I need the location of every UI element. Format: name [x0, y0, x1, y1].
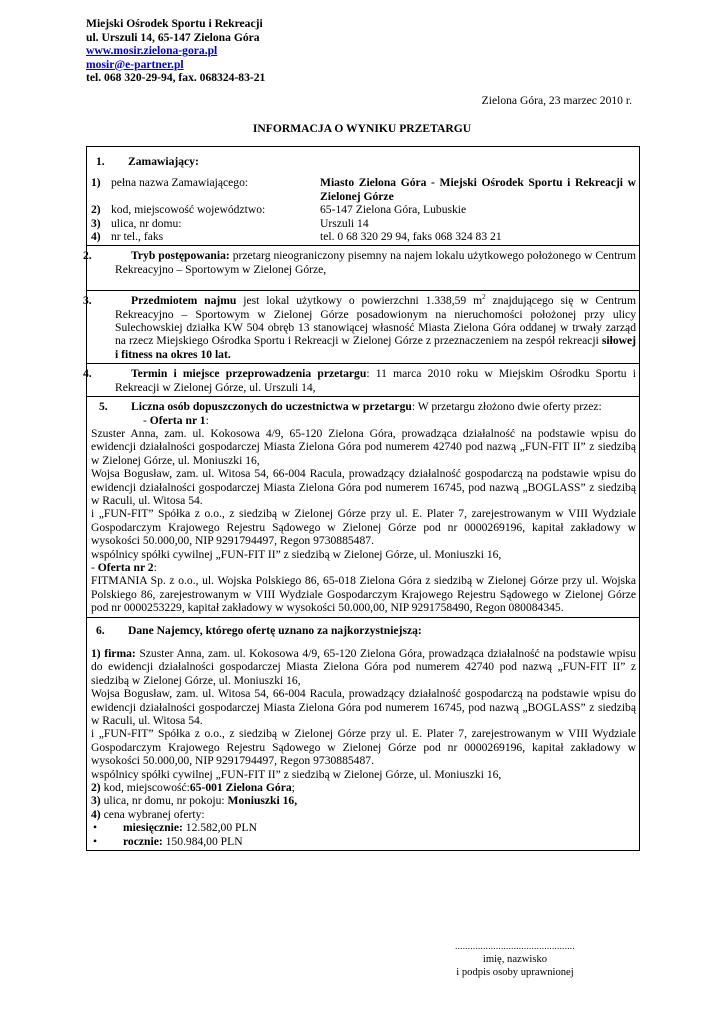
field-value: tel. 0 68 320 29 94, faks 068 324 83 21 — [320, 230, 502, 244]
email-link[interactable]: mosir@e-partner.pl — [86, 57, 184, 71]
section-6-heading: Dane Najemcy, którego ofertę uznano za najkorzystniejszą: — [128, 623, 422, 637]
price-monthly: • miesięcznie: 12.582,00 PLN — [93, 821, 257, 835]
section-6 — [87, 617, 640, 851]
signature-caption-1: imię, nazwisko — [482, 954, 548, 965]
offer-1-party: Szuster Anna, zam. ul. Kokosowa 4/9, 65-120 Zielona Góra, prowadząca działalność na podstawie wpisu do ewidencji działalności gospodarczej Miasta Zielona Góra pod numerem 42740 pod nazwą „FUN-FIT II” z siedzibą w Zielonej Górze, ul. Moniuszki 16, — [91, 426, 636, 467]
section-6-number: 6. — [96, 623, 105, 637]
website-link[interactable]: www.mosir.zielona-gora.pl — [86, 44, 218, 58]
section-3-label: Przedmiotem najmu — [131, 294, 237, 308]
offer-2-heading: - Oferta nr 2: — [91, 560, 157, 574]
section-4: 4. Termin i miejsce przeprowadzenia przetargu: 11 marca 2010 roku w Miejskim Ośrodku Sportu i Rekreacji w Zielonej Górze, ul. Urszuli 14, — [87, 364, 640, 397]
field-value: Miasto Zielona Góra - Miejski Ośrodek Sportu i Rekreacji w Zielonej Górze — [320, 176, 636, 203]
section-2-text: przetarg nieograniczony pisemny na najem lokalu użytkowego położonego w Centrum Rekreacyjno – Sportowym w Zielonej Górze, — [115, 249, 636, 276]
offer-2-party: FITMANIA Sp. z o.o., ul. Wojska Polskiego 86, 65-018 Zielona Góra z siedzibą w Zielonej Górze przy ul. Wojska Polskiego 86, zarejestrowanym w VIII Wydziale Gospodarczym Krajowego Rejestru Sądowego w Zielonej Górze pod nr 0000253229, kapitał zakładowy w wysokości 50.000,00, NIP 9291758490, Regon 080084345. — [91, 574, 636, 615]
bullet-icon: • — [93, 834, 98, 848]
section-4-label: Termin i miejsce przeprowadzenia przetargu — [131, 367, 367, 381]
winner-party: i „FUN-FIT” Spółka z o.o., z siedzibą w Zielonej Górze przy ul. E. Plater 7, zarejestrowanym w VIII Wydziale Gospodarczym Krajowego Rejestru Sądowego w Zielonej Górze pod nr 0000269196, kapitał zakładowy w wysokości 50.000,00, NIP 9291794497, Regon 9730885487. — [91, 727, 636, 768]
bullet-icon: • — [93, 821, 98, 835]
field-value: 65-147 Zielona Góra, Lubuskie — [320, 203, 467, 217]
section-5-number: 5. — [99, 400, 108, 414]
field-row: 4) nr tel., faks tel. 0 68 320 29 94, faks 068 324 83 21 — [91, 230, 636, 243]
org-address: ul. Urszuli 14, 65-147 Zielona Góra — [86, 30, 260, 44]
section-5: 5. Liczna osób dopuszczonych do uczestnictwa w przetargu: W przetargu złożono dwie oferty przez: - Oferta nr 1: Szuster Anna, zam. ul. Kokosowa 4/9, 65-120 Zielona Góra, prowadząca działalność na podstawie wpisu do ewidencji działalności gospodarczej Miasta Zielona Góra pod numerem 42740 pod nazwą „FUN-FIT II” z siedzibą w Zielonej Górze, ul. Moniuszki 16, Wojsa Bogusław, zam. ul. Witosa 54, 66-004 Racula, prowadzący działalność gospodarczą na podstawie wpisu do ewidencji działalności gospodarczej Miasta Zielona Góra pod numerem 16745, pod nazwą „BOGLASS” z siedzibą w Raculi, ul. Witosa 54. i „FUN-FIT” Spółka z o.o., z siedzibą w Zielonej Górze przy ul. E. Plater 7, zarejestrowanym w VIII Wydziale Gospodarczym Krajowego Rejestru Sądowego w Zielonej Górze pod nr 0000269196, kapitał zakładowy w wysokości 50.000,00, NIP 9291794497, Regon 9730885487. wspólnicy spółki cywilnej „FUN-FIT II” z siedzibą w Zielonej Górze, ul. Moniuszki 16, - Oferta nr 2: FITMANIA Sp. z o.o., ul. Wojska Polskiego 86, 65-018 Zielona Góra z siedzibą w Zielonej Górze przy ul. Wojska Polskiego 86, zarejestrowanym w VIII Wydziale Gospodarczym Krajowego Rejestru Sądowego w Zielonej Górze pod nr 0000253229, kapitał zakładowy w wysokości 50.000,00, NIP 9291758490, Regon 080084345. — [87, 397, 640, 618]
field-row: 3) ulica, nr domu: Urszuli 14 — [91, 217, 636, 230]
section-3-number: 3. — [83, 294, 92, 308]
winner-note: wspólnicy spółki cywilnej „FUN-FIT II” z siedzibą w Zielonej Górze, ul. Moniuszki 16, — [91, 767, 502, 781]
field-label: kod, miejscowość województwo: — [111, 203, 266, 217]
field-label: ulica, nr domu: — [111, 216, 182, 230]
field-value: Urszuli 14 — [320, 216, 369, 230]
section-4-number: 4. — [83, 367, 92, 381]
winner-postcode: 2) kod, miejscowość:65-001 Zielona Góra; — [91, 781, 295, 795]
winner-street: 3) ulica, nr domu, nr pokoju: Moniuszki 16, — [91, 794, 298, 808]
offer-1-heading: - Oferta nr 1: — [143, 413, 209, 427]
section-1-number: 1. — [96, 155, 105, 168]
section-2 — [87, 246, 640, 291]
offer-1-party: Wojsa Bogusław, zam. ul. Witosa 54, 66-004 Racula, prowadzący działalność gospodarczą na podstawie wpisu do ewidencji działalności gospodarczej Miasta Zielona Góra pod numerem 16745, pod nazwą „BOGLASS” z siedzibą w Raculi, ul. Witosa 54. — [91, 467, 636, 507]
field-label: nr tel., faks — [111, 230, 164, 244]
section-2-number: 2. — [83, 249, 92, 263]
section-1-heading: Zamawiający: — [128, 155, 199, 168]
offer-1-party: i „FUN-FIT” Spółka z o.o., z siedzibą w Zielonej Górze przy ul. E. Plater 7, zarejestrowanym w VIII Wydziale Gospodarczym Krajowego Rejestru Sądowego w Zielonej Górze pod nr 0000269196, kapitał zakładowy w wysokości 50.000,00, NIP 9291794497, Regon 9730885487. — [91, 507, 636, 548]
field-row: 2) kod, miejscowość województwo: 65-147 Zielona Góra, Lubuskie — [91, 203, 636, 216]
signature-block — [440, 940, 590, 979]
price-yearly: • rocznie: 150.984,00 PLN — [93, 834, 243, 848]
document-date: Zielona Góra, 23 marzec 2010 r. — [481, 94, 632, 107]
winner-party: Wojsa Bogusław, zam. ul. Witosa 54, 66-004 Racula, prowadzący działalność gospodarczą na podstawie wpisu do ewidencji działalności gospodarczej Miasta Zielona Góra pod numerem 16745, pod nazwą „BOGLASS” z siedzibą w Raculi, ul. Witosa 54. — [91, 687, 636, 728]
tender-info-table — [83, 146, 640, 851]
field-row: 1) pełna nazwa Zamawiającego: Miasto Zielona Góra - Miejski Ośrodek Sportu i Rekreacji w Zielonej Górze — [91, 176, 636, 203]
winner-firma: 1) firma: Szuster Anna, zam. ul. Kokosowa 4/9, 65-120 Zielona Góra, prowadząca działalność na podstawie wpisu do ewidencji działalności gospodarczej Miasta Zielona Góra pod numerem 42740 pod nazwą „FUN-FIT II” z siedzibą w Zielonej Górze, ul. Moniuszki 16, — [91, 647, 636, 687]
section-1 — [87, 147, 640, 246]
section-3: 3. Przedmiotem najmu jest lokal użytkowy o powierzchni 1.338,59 $m^2$ znajdującego się w Centrum Rekreacyjno – Sportowym w Zielonej Górze posadowionym na nieruchomości położonej przy ulicy Sulechowskiej działka KW 504 obręb 13 stanowiącej własność Miasta Zielona Góra oddanej w trwały zarząd na rzecz Miejskiego Ośrodka Sportu i Rekreacji w Zielonej Górze z przeznaczeniem na zespół rekreacji siłowej i fitness na okres 10 lat. — [87, 291, 640, 364]
document-title: INFORMACJA O WYNIKU PRZETARGU — [252, 122, 472, 135]
offer-1-note: wspólnicy spółki cywilnej „FUN-FIT II” z siedzibą w Zielonej Górze, ul. Moniuszki 16, — [91, 547, 502, 561]
winner-price-label: 4) cena wybranej oferty: — [91, 807, 205, 821]
section-2-label: Tryb postępowania: — [131, 249, 230, 263]
signature-caption-2: i podpis osoby uprawnionej — [456, 967, 574, 978]
org-phone: tel. 068 320-29-94, fax. 068324-83-21 — [86, 71, 266, 85]
org-name: Miejski Ośrodek Sportu i Rekreacji — [86, 17, 263, 30]
section-5-label: Liczna osób dopuszczonych do uczestnictwa w przetargu — [131, 400, 412, 414]
sender-header — [86, 17, 265, 85]
field-label: pełna nazwa Zamawiającego: — [111, 176, 249, 190]
signature-line: ............................................... — [455, 941, 575, 951]
